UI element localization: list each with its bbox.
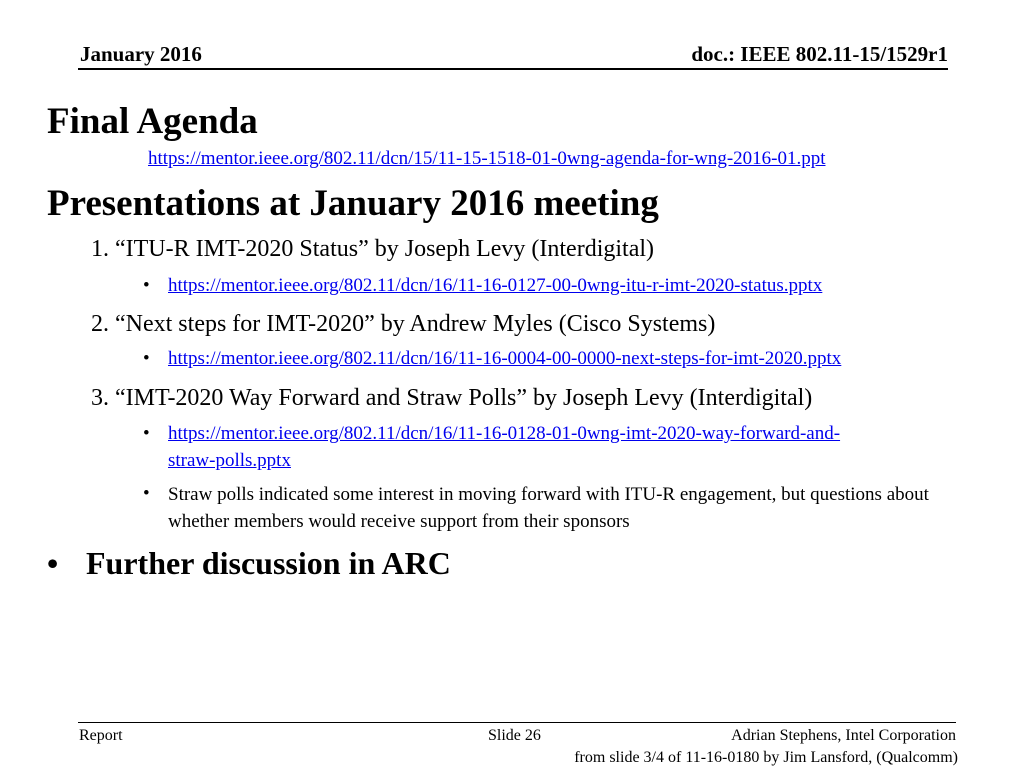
footer-source-note: from slide 3/4 of 11-16-0180 by Jim Lansford, (Qualcomm) [574, 749, 958, 766]
footer-slide-number: Slide 26 [488, 727, 541, 744]
presentation-item-3: 3. “IMT-2020 Way Forward and Straw Polls” by Joseph Levy (Interdigital) [91, 385, 813, 411]
presentation-3-link-part2[interactable]: straw-polls.pptx [168, 450, 291, 471]
straw-poll-note: Straw polls indicated some interest in moving forward with ITU-R engagement, but questions about whether members would receive support from their sponsors [168, 484, 929, 532]
footer-author: Adrian Stephens, Intel Corporation [731, 727, 956, 744]
footer-report-label: Report [79, 727, 123, 744]
header-divider [78, 68, 948, 70]
bullet-icon: • [143, 348, 150, 369]
bullet-icon: • [143, 423, 150, 444]
agenda-link[interactable]: https://mentor.ieee.org/802.11/dcn/15/11-15-1518-01-0wng-agenda-for-wng-2016-01.ppt [148, 148, 826, 169]
presentation-3-link-part1[interactable]: https://mentor.ieee.org/802.11/dcn/16/11-16-0128-01-0wng-imt-2020-way-forward-and- [168, 423, 841, 444]
header-date: January 2016 [80, 42, 202, 66]
presentation-item-2: 2. “Next steps for IMT-2020” by Andrew Myles (Cisco Systems) [91, 311, 716, 337]
presentation-item-1: 1. “ITU-R IMT-2020 Status” by Joseph Levy (Interdigital) [91, 236, 655, 262]
presentations-heading: Presentations at January 2016 meeting [47, 183, 659, 224]
footer-divider [78, 722, 956, 723]
presentation-2-link[interactable]: https://mentor.ieee.org/802.11/dcn/16/11-16-0004-00-0000-next-steps-for-imt-2020.pptx [168, 348, 842, 369]
bullet-icon: • [47, 545, 59, 581]
presentation-1-link[interactable]: https://mentor.ieee.org/802.11/dcn/16/11-16-0127-00-0wng-itu-r-imt-2020-status.pptx [168, 275, 823, 296]
header-doc-id: doc.: IEEE 802.11-15/1529r1 [691, 42, 948, 66]
bullet-icon: • [143, 483, 150, 504]
further-discussion-bullet: Further discussion in ARC [86, 545, 451, 581]
final-agenda-heading: Final Agenda [47, 101, 258, 142]
bullet-icon: • [143, 275, 150, 296]
